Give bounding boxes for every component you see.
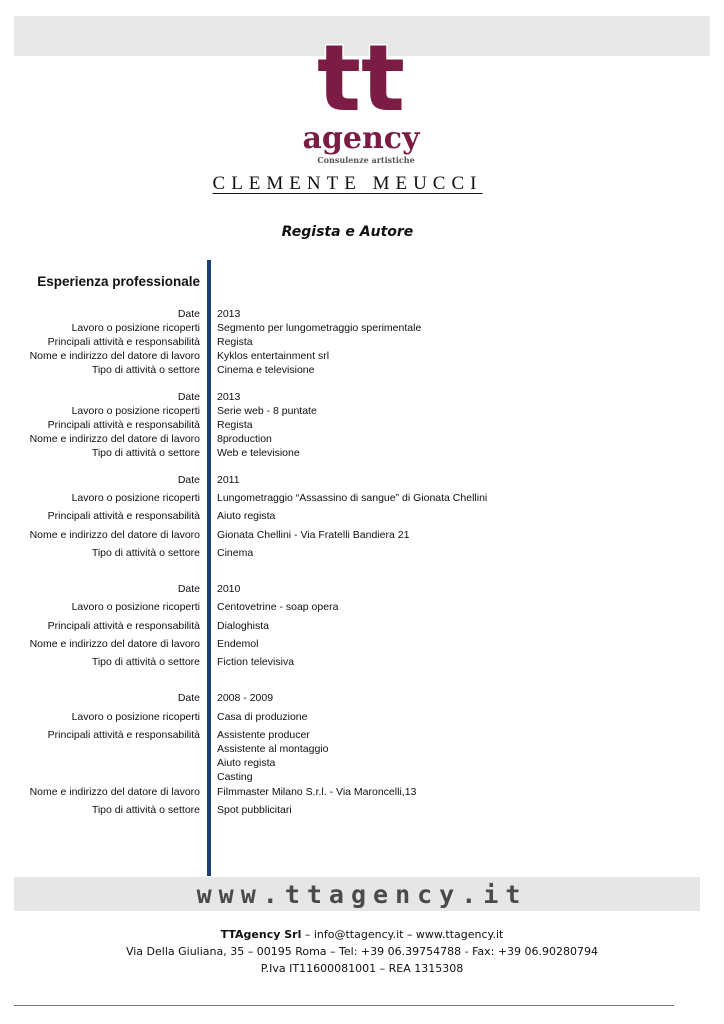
value-responsibilities: Aiuto regista [217, 757, 276, 769]
value-employer: Endemol [217, 638, 259, 650]
label-position: Lavoro o posizione ricoperti [71, 405, 200, 417]
value-date: 2008 - 2009 [217, 692, 274, 704]
label-responsibilities: Principali attività e responsabilità [47, 620, 200, 632]
value-responsibilities: Assistente al montaggio [217, 743, 329, 755]
bottom-rule [14, 1005, 674, 1006]
logo-agency: agency [302, 121, 420, 156]
label-employer: Nome e indirizzo del datore di lavoro [29, 786, 200, 798]
value-date: 2013 [217, 391, 241, 403]
value-sector: Fiction televisiva [217, 656, 295, 668]
section-title: Esperienza professionale [37, 274, 200, 289]
label-sector: Tipo di attività o settore [91, 804, 200, 816]
tt-agency-logo [296, 30, 426, 170]
label-sector: Tipo di attività o settore [91, 656, 200, 668]
label-responsibilities: Principali attività e responsabilità [47, 419, 200, 431]
value-responsibilities: Aiuto regista [217, 510, 276, 522]
value-sector: Web e televisione [217, 447, 300, 459]
value-position: Lungometraggio “Assassino di sangue” di Gionata Chellini [217, 492, 488, 504]
footer-company: TTAgency Srl [220, 928, 302, 941]
value-date: 2013 [217, 308, 241, 320]
label-position: Lavoro o posizione ricoperti [71, 322, 200, 334]
value-responsibilities: Casting [217, 771, 253, 783]
value-responsibilities: Dialoghista [217, 620, 269, 632]
label-responsibilities: Principali attività e responsabilità [47, 510, 200, 522]
value-position: Casa di produzione [217, 711, 308, 723]
label-employer: Nome e indirizzo del datore di lavoro [29, 433, 200, 445]
label-employer: Nome e indirizzo del datore di lavoro [29, 350, 200, 362]
label-date: Date [177, 391, 200, 403]
label-responsibilities: Principali attività e responsabilità [47, 729, 200, 741]
value-position: Segmento per lungometraggio sperimentale [217, 322, 422, 334]
label-date: Date [177, 583, 200, 595]
footer-contacts: – info@ttagency.it – www.ttagency.it [301, 928, 504, 941]
label-position: Lavoro o posizione ricoperti [71, 711, 200, 723]
value-employer: Kyklos entertainment srl [217, 350, 330, 362]
logo-tt: tt [317, 30, 405, 132]
label-date: Date [177, 474, 200, 486]
value-employer: 8production [217, 433, 272, 445]
value-responsibilities: Regista [217, 419, 253, 431]
label-employer: Nome e indirizzo del datore di lavoro [29, 638, 200, 650]
value-responsibilities: Assistente producer [217, 729, 310, 741]
footer-company-line [0, 928, 724, 941]
label-employer: Nome e indirizzo del datore di lavoro [29, 529, 200, 541]
logo-tagline: Consulenze artistiche [317, 155, 415, 165]
footer-address: Via Della Giuliana, 35 – 00195 Roma – Tel: +39 06.39754788 - Fax: +39 06.90280794 [125, 945, 599, 958]
label-date: Date [177, 308, 200, 320]
label-sector: Tipo di attività o settore [91, 447, 200, 459]
value-position: Centovetrine - soap opera [217, 601, 339, 613]
value-responsibilities: Regista [217, 336, 253, 348]
label-position: Lavoro o posizione ricoperti [71, 601, 200, 613]
label-position: Lavoro o posizione ricoperti [71, 492, 200, 504]
person-name: CLEMENTE MEUCCI [212, 173, 483, 194]
value-position: Serie web - 8 puntate [217, 405, 317, 417]
label-responsibilities: Principali attività e responsabilità [47, 336, 200, 348]
vertical-divider [207, 260, 211, 876]
value-sector: Spot pubblicitari [217, 804, 292, 816]
value-sector: Cinema [217, 547, 254, 559]
value-employer: Filmmaster Milano S.r.l. - Via Maroncelli,13 [217, 786, 417, 798]
label-date: Date [177, 692, 200, 704]
value-date: 2011 [217, 474, 240, 486]
label-sector: Tipo di attività o settore [91, 547, 200, 559]
footer-vat: P.Iva IT11600081001 – REA 1315308 [260, 962, 464, 975]
value-sector: Cinema e televisione [217, 364, 315, 376]
value-date: 2010 [217, 583, 241, 595]
label-sector: Tipo di attività o settore [91, 364, 200, 376]
website-banner: www.ttagency.it [196, 880, 528, 909]
person-role: Regista e Autore [281, 224, 414, 240]
value-employer: Gionata Chellini - Via Fratelli Bandiera 21 [217, 529, 410, 541]
